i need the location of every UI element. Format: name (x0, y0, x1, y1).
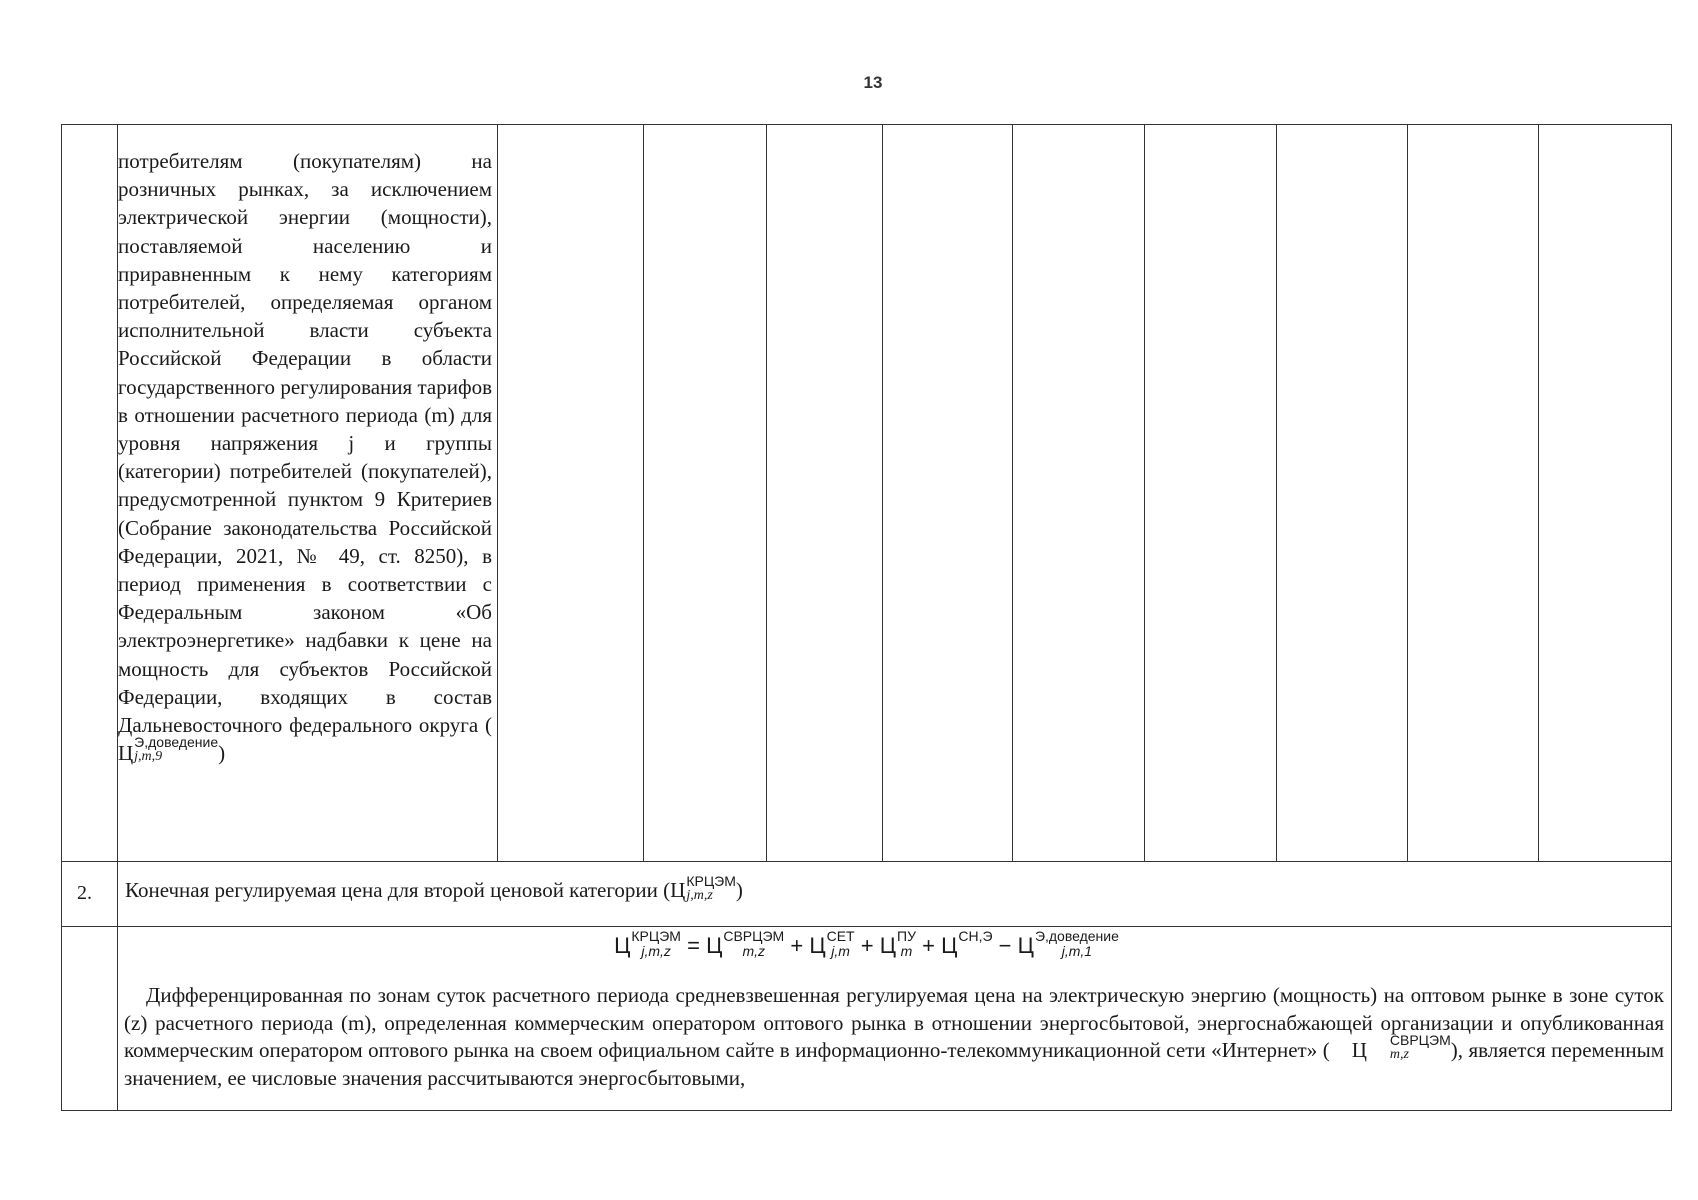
column-divider (1144, 125, 1145, 861)
table-row-section-2 (61, 861, 1672, 926)
description-text: потребителям (покупателям) на розничных рынках, за исключением электрической энергии (мощности), поставляемой населению и приравненным к нему категориям потребителей, определяемая органом исполнительной власти субъекта Российской Федерации в области государственного регулирования тарифов в отношении расчетного периода (m) для уровня напряжения j и группы (категории) потребителей (покупателей), предусмотренной пунктом 9 Критериев (Собрание законодательства Российской Федерации, 2021, № 49, ст. 8250), в период применения в соответствии с Федеральным законом «Об электроэнергетике» надбавки к цене на мощность для субъектов Российской Федерации, входящих в состав Дальневосточного федерального округа ( (118, 149, 492, 738)
column-divider (1012, 125, 1013, 861)
table-row-formula (61, 926, 1672, 1111)
formula-explanation: Дифференцированная по зонам суток расчетного периода средневзвешенная регулируемая цена на электрическую энергию (мощность) на оптовом рынке в зоне суток (z) расчетного периода (m), определенная коммерческим оператором оптового рынка в отношении энергосбытовой, энергоснабжающей организации и опубликованная коммерческим оператором оптового рынка на своем официальном сайте в информационно-телекоммуникационной сети «Интернет» ( Ц СВРЦЭМ m,z ), является переменным значением, ее числовые значения рассчитываются энергосбытовыми, (124, 983, 1665, 1090)
price-formula: Ц КРЦЭМ j,m,z = Ц СВРЦЭМ m,z + Ц СЕТ j,m + Ц ПУ m + Ц СН,Э − Ц Э,доведение j,m,1 (614, 928, 1119, 959)
column-divider (1276, 125, 1277, 861)
row-description: потребителям (покупателям) на розничных рынках, за исключением электрической энергии (мощности), поставляемой населению и приравненным к нему категориям потребителей, определяемая органом исполнительной власти субъекта Российской Федерации в области государственного регулирования тарифов в отношении расчетного периода (m) для уровня напряжения j и группы (категории) потребителей (покупателей), предусмотренной пунктом 9 Критериев (Собрание законодательства Российской Федерации, 2021, № 49, ст. 8250), в период применения в соответствии с Федеральным законом «Об электроэнергетике» надбавки к цене на мощность для субъектов Российской Федерации, входящих в состав Дальневосточного федерального округа ( Ц Э,доведение j,m,9 ) (118, 147, 492, 767)
page-number: 13 (863, 73, 883, 92)
price-symbol: Ц КРЦЭМ j,m,z (670, 873, 736, 903)
column-divider (643, 125, 644, 861)
price-symbol: Ц СВРЦЭМ m,z (1351, 1032, 1451, 1062)
column-divider (766, 125, 767, 861)
column-divider (1538, 125, 1539, 861)
row-title: Конечная регулируемая цена для второй ценовой категории ( Ц КРЦЭМ j,m,z ) (125, 873, 743, 903)
price-symbol: Ц Э,доведение j,m,9 (118, 734, 219, 766)
table-row-continuation (61, 124, 1672, 861)
column-divider (1407, 125, 1408, 861)
row-number: 2. (77, 882, 92, 904)
column-divider (497, 125, 498, 861)
column-divider (882, 125, 883, 861)
column-divider (117, 862, 118, 926)
